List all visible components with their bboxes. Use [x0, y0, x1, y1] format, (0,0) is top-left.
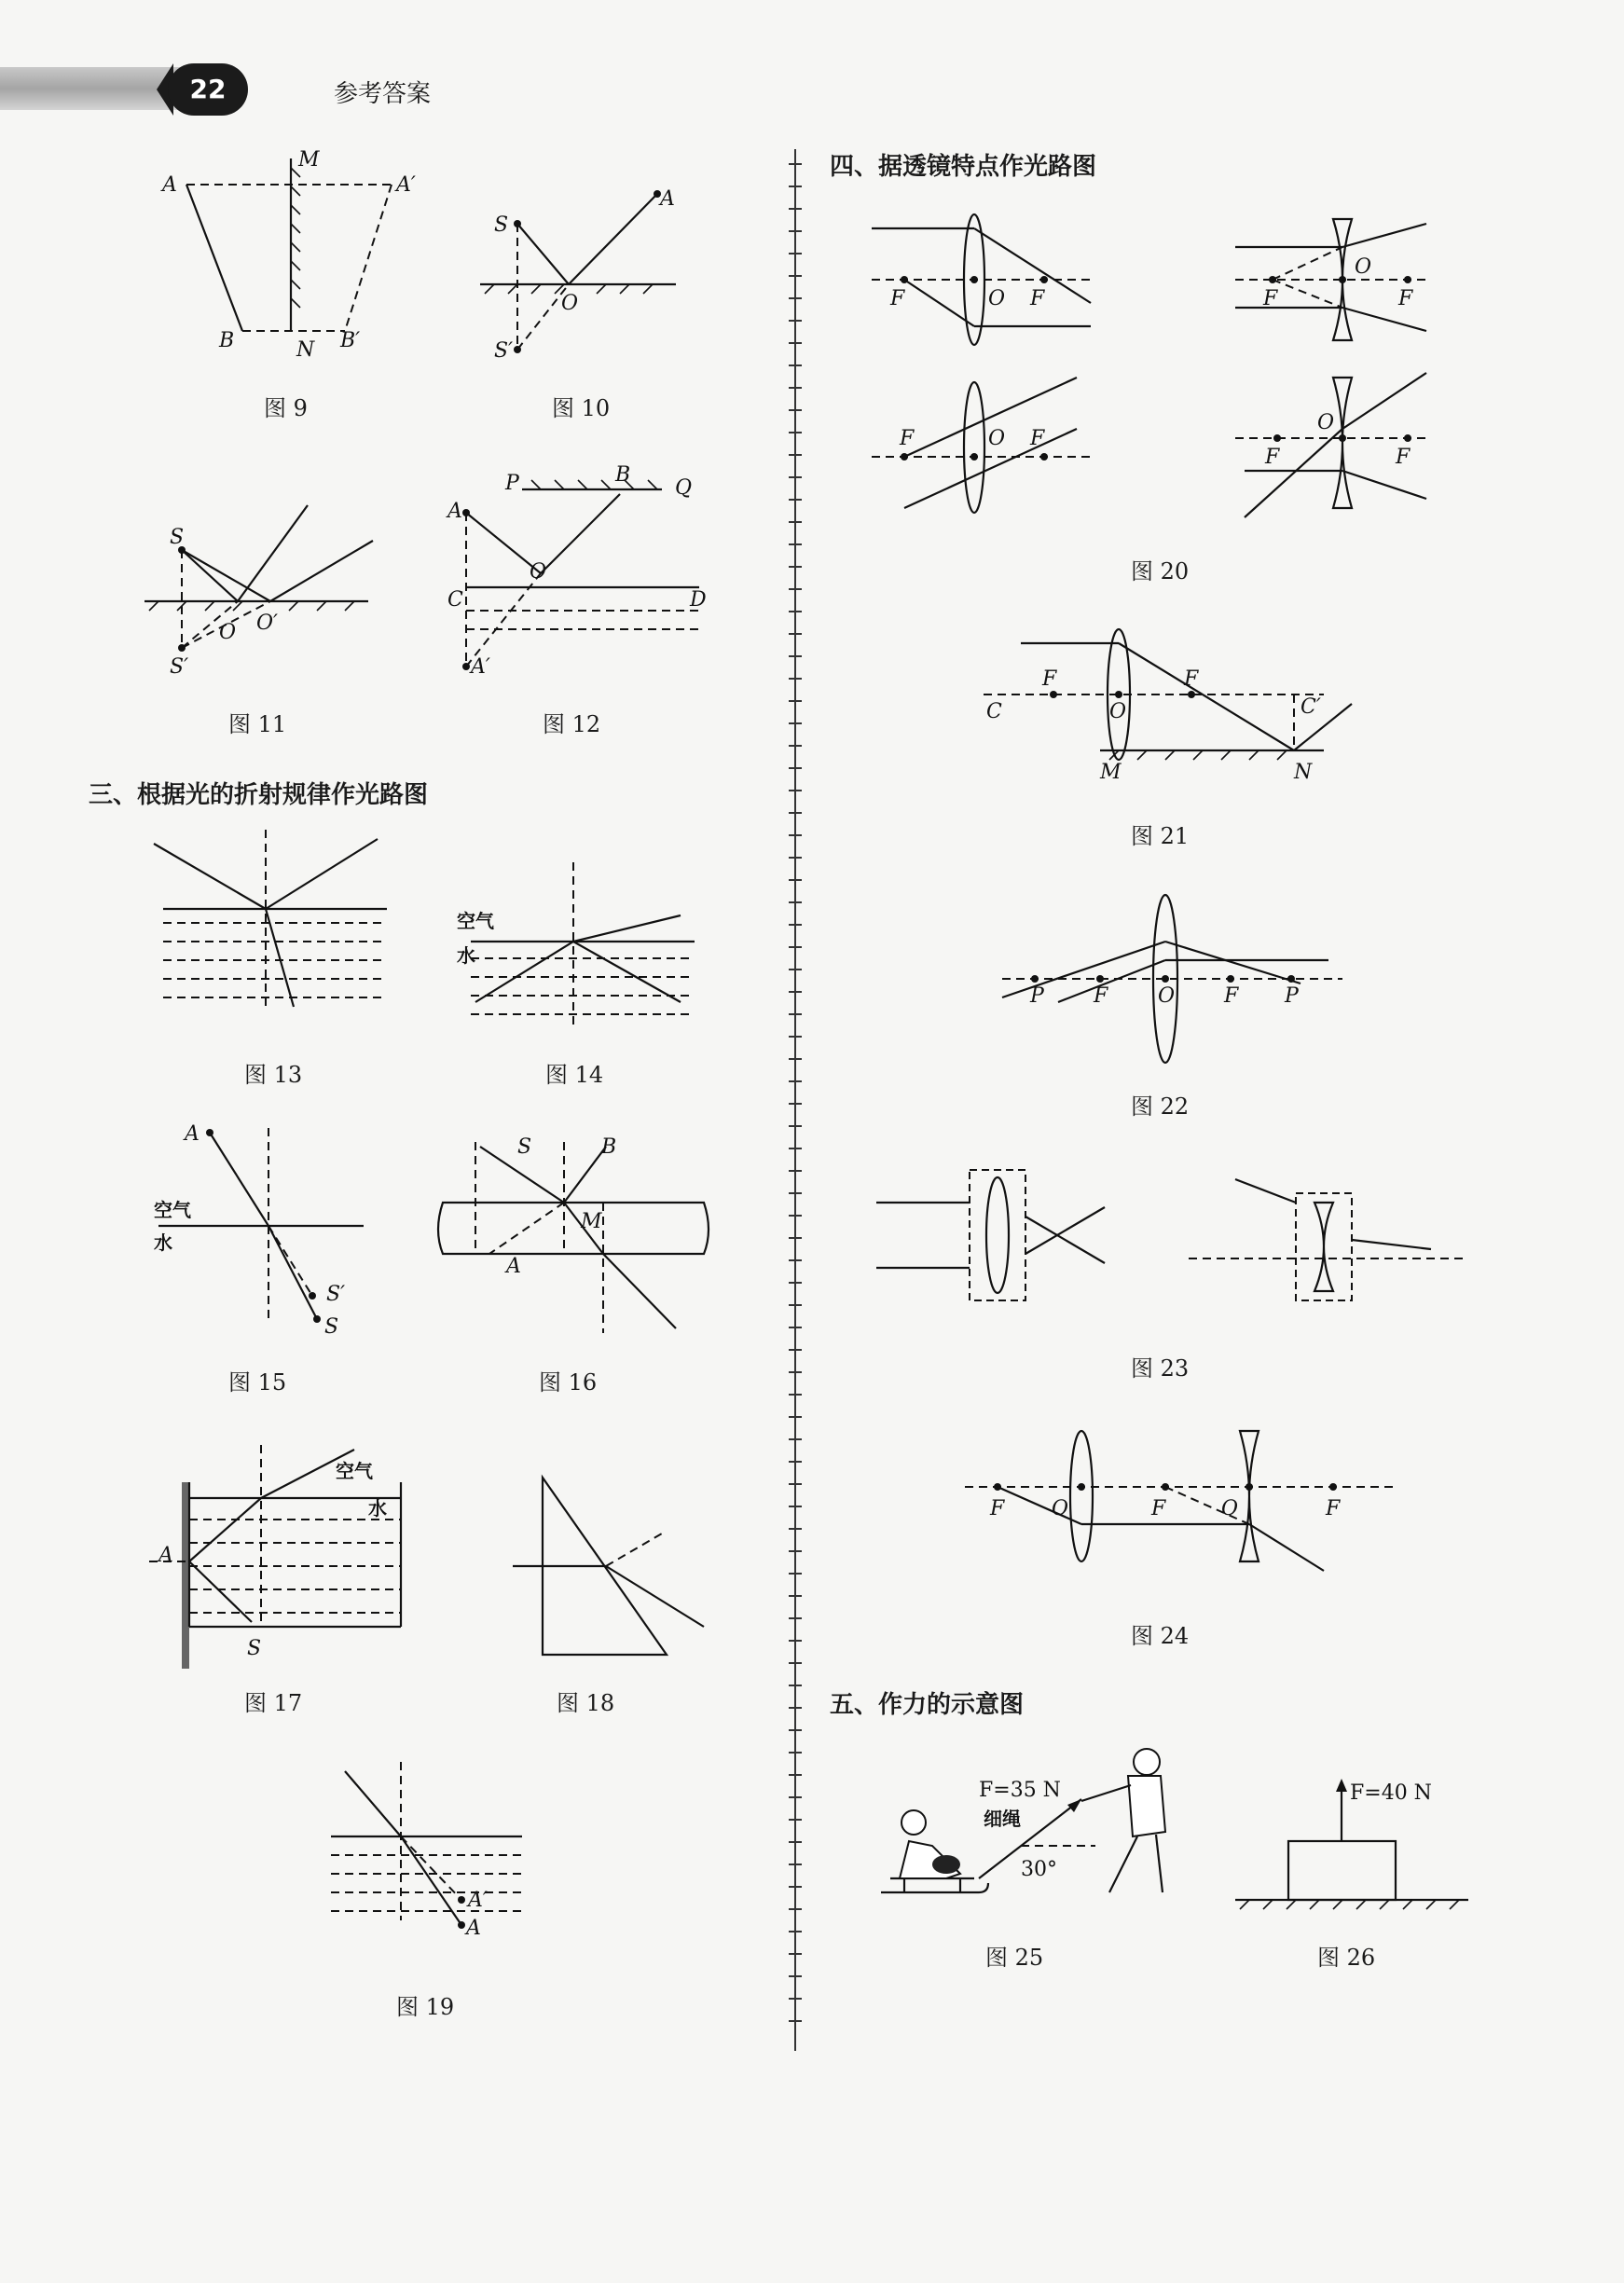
label-N: N: [296, 338, 315, 362]
label-A-prime: A′: [396, 173, 416, 197]
label-angle-30: 30°: [1021, 1858, 1057, 1881]
caption-figure-14: 图 14: [545, 1062, 604, 1088]
label-Q: Q: [675, 476, 693, 500]
divider-tick: [789, 163, 802, 165]
divider-tick: [789, 297, 802, 299]
label-S-prime: S′: [494, 339, 514, 363]
label-F: F: [990, 1497, 1005, 1520]
label-A: A: [162, 173, 177, 197]
divider-tick: [789, 969, 802, 970]
divider-tick: [789, 543, 802, 545]
divider-tick: [789, 1528, 802, 1530]
label-A: A: [447, 500, 462, 523]
label-S: S: [247, 1637, 262, 1660]
figure-26-diagram: [1231, 1771, 1482, 1911]
divider-tick: [789, 320, 802, 322]
divider-tick: [789, 1953, 802, 1955]
divider-tick: [789, 1931, 802, 1932]
divider-tick: [789, 1752, 802, 1754]
divider-tick: [789, 1908, 802, 1910]
caption-figure-16: 图 16: [539, 1369, 598, 1396]
label-O: O: [530, 560, 547, 584]
divider-tick: [789, 1640, 802, 1642]
divider-tick: [789, 566, 802, 568]
figure-11-diagram: [140, 494, 382, 690]
caption-figure-26: 图 26: [1317, 1945, 1376, 1971]
divider-tick: [789, 991, 802, 993]
figure-17-diagram: [149, 1440, 410, 1664]
divider-tick: [789, 1170, 802, 1172]
figure-15-diagram: [149, 1123, 382, 1347]
divider-tick: [789, 1080, 802, 1082]
label-O: O: [988, 427, 1006, 450]
divider-tick: [789, 1573, 802, 1575]
label-M: M: [1100, 761, 1122, 784]
divider-tick: [789, 678, 802, 680]
label-water: 水: [368, 1497, 387, 1520]
divider-tick: [789, 1685, 802, 1686]
label-O: O: [219, 621, 237, 644]
label-F: F: [1030, 427, 1045, 450]
divider-tick: [789, 1707, 802, 1709]
caption-figure-10: 图 10: [552, 395, 611, 421]
divider-tick: [789, 901, 802, 903]
divider-tick: [789, 1215, 802, 1217]
label-rope: 细绳: [984, 1808, 1021, 1830]
label-A: A: [158, 1544, 173, 1567]
label-M: M: [298, 148, 320, 172]
figure-16-diagram: [434, 1133, 723, 1347]
figure-10-diagram: [475, 168, 690, 364]
label-S: S: [494, 213, 509, 237]
divider-tick: [789, 1349, 802, 1351]
divider-tick: [789, 476, 802, 478]
caption-figure-9: 图 9: [264, 395, 308, 421]
divider-tick: [789, 1796, 802, 1798]
label-O: O: [561, 292, 579, 315]
divider-tick: [789, 1550, 802, 1552]
caption-figure-19: 图 19: [396, 1994, 455, 2020]
section-title-force: 五、作力的示意图: [830, 1691, 1025, 1719]
label-O: O: [1221, 1497, 1239, 1520]
label-A-prime: A′: [468, 1889, 488, 1912]
label-B-prime: B′: [340, 329, 361, 352]
divider-tick: [789, 1975, 802, 1977]
divider-tick: [789, 633, 802, 635]
divider-tick: [789, 1461, 802, 1463]
section-title-lens: 四、据透镜特点作光路图: [830, 153, 1097, 181]
divider-tick: [789, 1998, 802, 2000]
caption-figure-22: 图 22: [1131, 1093, 1190, 1120]
label-A: A: [506, 1255, 521, 1278]
label-air: 空气: [154, 1199, 191, 1221]
label-S-prime: S′: [170, 655, 189, 679]
figure-23-diagram: [872, 1161, 1478, 1314]
label-P: P: [1030, 984, 1044, 1008]
caption-figure-24: 图 24: [1131, 1623, 1190, 1649]
label-force-35N: F=35 N: [979, 1779, 1061, 1802]
divider-tick: [789, 924, 802, 926]
divider-tick: [789, 1416, 802, 1418]
divider-tick: [789, 834, 802, 836]
divider-tick: [789, 186, 802, 187]
label-A: A: [466, 1917, 481, 1940]
caption-figure-13: 图 13: [244, 1062, 303, 1088]
divider-tick: [789, 1819, 802, 1821]
divider-tick: [789, 857, 802, 859]
label-F: F: [890, 287, 905, 310]
divider-tick: [789, 946, 802, 948]
label-S-prime: S′: [326, 1283, 346, 1306]
divider-tick: [789, 1371, 802, 1373]
label-N: N: [1294, 761, 1313, 784]
figure-14-diagram: [457, 858, 709, 1044]
divider-tick: [789, 1304, 802, 1306]
label-F: F: [1263, 287, 1278, 310]
caption-figure-20: 图 20: [1131, 558, 1190, 585]
divider-tick: [789, 1013, 802, 1015]
label-F: F: [1151, 1497, 1166, 1520]
figure-24-diagram: [960, 1422, 1408, 1580]
divider-tick: [789, 1394, 802, 1396]
divider-tick: [789, 655, 802, 657]
label-B: B: [601, 1135, 617, 1159]
label-B: B: [219, 329, 235, 352]
divider-tick: [789, 499, 802, 501]
divider-tick: [789, 611, 802, 612]
figure-13-diagram: [149, 820, 401, 1016]
divider-tick: [789, 1729, 802, 1731]
label-O: O: [1355, 255, 1372, 279]
divider-tick: [789, 1483, 802, 1485]
divider-tick: [789, 722, 802, 724]
divider-tick: [789, 1886, 802, 1888]
divider-tick: [789, 409, 802, 411]
label-D: D: [690, 588, 707, 612]
label-S: S: [324, 1315, 339, 1339]
caption-figure-23: 图 23: [1131, 1355, 1190, 1382]
divider-tick: [789, 745, 802, 747]
caption-figure-15: 图 15: [228, 1369, 287, 1396]
divider-tick: [789, 1058, 802, 1060]
label-O-prime: O′: [256, 612, 279, 635]
divider-tick: [789, 1662, 802, 1664]
divider-tick: [789, 2020, 802, 2022]
divider-tick: [789, 1192, 802, 1194]
divider-tick: [789, 1841, 802, 1843]
label-C: C: [986, 700, 1002, 723]
label-A-prime: A′: [471, 655, 490, 679]
divider-tick: [789, 275, 802, 277]
label-S: S: [517, 1135, 532, 1159]
label-O: O: [1052, 1497, 1069, 1520]
label-O: O: [1109, 700, 1127, 723]
figure-25-diagram: [872, 1743, 1179, 1911]
caption-figure-12: 图 12: [543, 711, 601, 737]
section-title-refraction: 三、根据光的折射规律作光路图: [89, 781, 429, 809]
caption-figure-25: 图 25: [985, 1945, 1044, 1971]
divider-tick: [789, 1617, 802, 1619]
label-F: F: [900, 427, 915, 450]
figure-9-diagram: [158, 149, 438, 373]
label-F: F: [1265, 446, 1280, 469]
figure-21-diagram: [979, 625, 1370, 792]
divider-tick: [789, 1103, 802, 1105]
label-F: F: [1030, 287, 1045, 310]
page-title: 参考答案: [334, 80, 432, 108]
divider-tick: [789, 521, 802, 523]
caption-figure-17: 图 17: [244, 1690, 303, 1716]
divider-tick: [789, 1148, 802, 1149]
column-divider: [794, 149, 796, 2051]
divider-tick: [789, 1774, 802, 1776]
label-A: A: [660, 187, 675, 211]
divider-tick: [789, 588, 802, 590]
figure-12-diagram: [438, 463, 718, 690]
label-O: O: [988, 287, 1006, 310]
label-S: S: [170, 526, 185, 549]
label-F: F: [1094, 984, 1108, 1008]
figure-22-diagram: [993, 890, 1356, 1067]
label-O: O: [1158, 984, 1176, 1008]
caption-figure-18: 图 18: [557, 1690, 615, 1716]
divider-tick: [789, 1327, 802, 1328]
label-F: F: [1396, 446, 1411, 469]
divider-tick: [789, 253, 802, 254]
divider-tick: [789, 1864, 802, 1865]
label-F: F: [1042, 667, 1057, 691]
label-F: F: [1326, 1497, 1341, 1520]
divider-tick: [789, 1595, 802, 1597]
divider-tick: [789, 1125, 802, 1127]
divider-tick: [789, 454, 802, 456]
divider-tick: [789, 432, 802, 433]
label-water: 水: [154, 1231, 172, 1254]
figure-19-diagram: [326, 1753, 541, 1939]
label-C-prime: C′: [1301, 695, 1321, 719]
label-air: 空气: [457, 910, 494, 932]
divider-tick: [789, 700, 802, 702]
figure-20-diagram: [862, 200, 1440, 517]
label-water: 水: [457, 944, 475, 967]
label-force-40N: F=40 N: [1350, 1781, 1432, 1805]
divider-tick: [789, 790, 802, 791]
caption-figure-11: 图 11: [228, 711, 287, 737]
divider-tick: [789, 812, 802, 814]
label-C: C: [447, 588, 463, 612]
divider-tick: [789, 342, 802, 344]
header-bar: [0, 67, 182, 110]
caption-figure-21: 图 21: [1131, 823, 1190, 849]
label-M: M: [581, 1210, 602, 1233]
label-air: 空气: [336, 1460, 373, 1482]
label-F: F: [1398, 287, 1413, 310]
label-B: B: [615, 463, 631, 487]
divider-tick: [789, 1282, 802, 1284]
divider-tick: [789, 208, 802, 210]
figure-18-diagram: [503, 1473, 718, 1659]
divider-tick: [789, 1237, 802, 1239]
label-O: O: [1317, 411, 1335, 434]
label-P: P: [505, 472, 519, 495]
divider-tick: [789, 1438, 802, 1440]
page-number: 22: [168, 63, 248, 116]
divider-tick: [789, 879, 802, 881]
divider-tick: [789, 1506, 802, 1507]
divider-tick: [789, 364, 802, 366]
label-A: A: [185, 1122, 200, 1146]
divider-tick: [789, 1259, 802, 1261]
divider-tick: [789, 767, 802, 769]
divider-tick: [789, 230, 802, 232]
label-F: F: [1224, 984, 1239, 1008]
label-P: P: [1285, 984, 1299, 1008]
divider-tick: [789, 1036, 802, 1038]
divider-tick: [789, 387, 802, 389]
label-F: F: [1184, 667, 1199, 691]
